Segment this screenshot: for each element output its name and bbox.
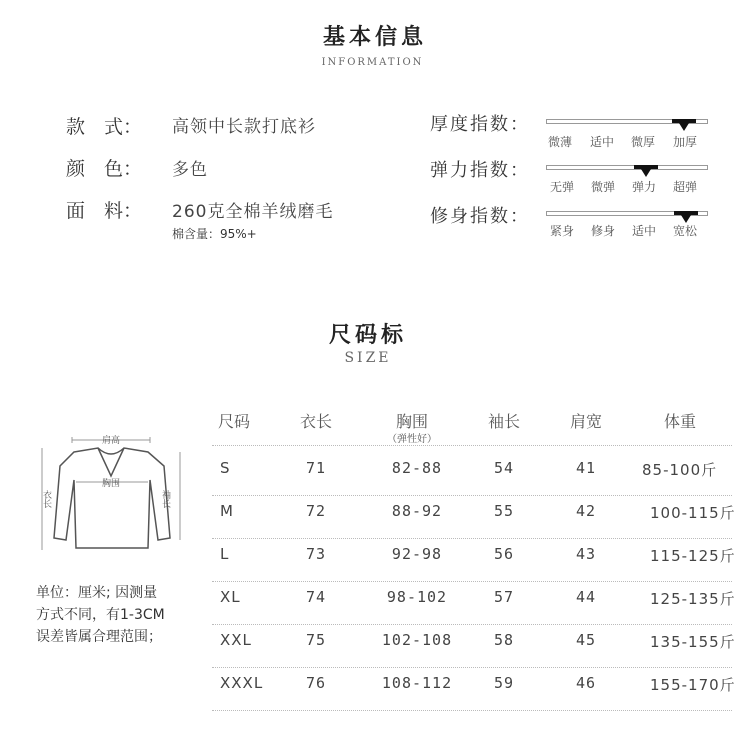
elasticity-tick: 超弹 (673, 180, 698, 194)
thickness-marker (679, 123, 689, 131)
fit-index (430, 202, 730, 248)
header-sleeve: 袖长 (487, 412, 520, 431)
fit-index-label: 修身指数： (430, 206, 530, 227)
table-row (212, 543, 742, 586)
diagram-chest-label: 胸围 (101, 479, 121, 489)
cotton-content: 棉含量：95%+ (172, 227, 257, 241)
elasticity-tick: 无弹 (550, 180, 575, 194)
cell-weight: 100-115斤 (650, 504, 736, 522)
table-row (212, 629, 742, 672)
cell-shoulder: 44 (575, 588, 597, 606)
table-row (212, 672, 742, 715)
cell-weight: 155-170斤 (650, 676, 736, 694)
row-divider (212, 667, 732, 668)
cell-length: 75 (305, 631, 327, 649)
header-chest: 胸围 (395, 412, 428, 431)
cell-weight: 125-135斤 (650, 590, 736, 608)
cell-chest: 98-102 (386, 588, 448, 606)
cell-chest: 88-92 (391, 502, 443, 520)
diagram-sleeve-label: 袖长 (160, 490, 170, 508)
cell-length: 72 (305, 502, 327, 520)
measurement-note (36, 582, 165, 648)
note-line: 单位：厘米; 因测量 (36, 585, 158, 601)
cell-chest: 102-108 (381, 631, 453, 649)
cell-size: M (220, 502, 234, 520)
header-weight: 体重 (663, 412, 696, 431)
size-table (212, 405, 742, 710)
cell-shoulder: 45 (575, 631, 597, 649)
color-value: 多色 (172, 160, 208, 180)
cell-length: 76 (305, 674, 327, 692)
elasticity-tick: 微弹 (591, 180, 616, 194)
cell-length: 73 (305, 545, 327, 563)
row-divider (212, 710, 732, 711)
cell-size: XL (220, 588, 241, 606)
fit-tick: 宽松 (673, 224, 698, 238)
fit-tick: 紧身 (550, 224, 575, 238)
diagram-length-label: 衣长 (41, 490, 51, 508)
cell-shoulder: 42 (575, 502, 597, 520)
elasticity-index (430, 156, 730, 202)
diagram-shoulder-label: 肩高 (101, 436, 121, 446)
style-label: 款 式： (66, 116, 143, 138)
size-subtitle: SIZE (344, 350, 392, 366)
size-title: 尺码标 (328, 323, 407, 348)
header-size: 尺码 (218, 412, 251, 431)
cell-weight: 115-125斤 (650, 547, 736, 565)
fabric-label: 面 料： (66, 200, 143, 222)
thickness-tick: 适中 (590, 135, 615, 149)
cell-size: XXXL (220, 674, 264, 692)
cell-length: 74 (305, 588, 327, 606)
cell-weight: 135-155斤 (650, 633, 736, 651)
table-row (212, 457, 742, 500)
cell-weight: 85-100斤 (642, 461, 718, 479)
cell-shoulder: 46 (575, 674, 597, 692)
elasticity-tick: 弹力 (632, 180, 657, 194)
elasticity-index-label: 弹力指数： (430, 160, 530, 181)
info-title: 基本信息 (322, 25, 427, 50)
row-divider (212, 624, 732, 625)
cell-size: XXL (220, 631, 252, 649)
thickness-tick: 加厚 (673, 135, 698, 149)
elasticity-marker (641, 169, 651, 177)
cell-chest: 108-112 (381, 674, 453, 692)
row-divider (212, 581, 732, 582)
note-line: 方式不同，有1-3CM (36, 607, 165, 623)
cell-shoulder: 41 (575, 459, 597, 477)
cell-sleeve: 59 (493, 674, 515, 692)
header-length: 衣长 (299, 412, 332, 431)
fabric-value: 260克全棉羊绒磨毛 (172, 202, 334, 222)
note-line: 误差皆属合理范围； (36, 629, 162, 645)
row-divider (212, 495, 732, 496)
cell-sleeve: 56 (493, 545, 515, 563)
header-divider (212, 445, 732, 446)
garment-diagram (36, 430, 186, 560)
cell-shoulder: 43 (575, 545, 597, 563)
thickness-index-label: 厚度指数： (430, 114, 530, 135)
cell-length: 71 (305, 459, 327, 477)
color-label: 颜 色： (66, 158, 143, 180)
cell-chest: 92-98 (391, 545, 443, 563)
fit-tick: 修身 (591, 224, 616, 238)
thickness-index (430, 110, 730, 156)
fit-tick: 适中 (632, 224, 657, 238)
row-divider (212, 538, 732, 539)
cell-size: S (220, 459, 231, 477)
info-subtitle: INFORMATION (321, 57, 424, 68)
cell-chest: 82-88 (391, 459, 443, 477)
header-shoulder: 肩宽 (569, 412, 602, 431)
cell-sleeve: 58 (493, 631, 515, 649)
thickness-tick: 微薄 (548, 135, 573, 149)
cell-sleeve: 57 (493, 588, 515, 606)
elasticity-scale-bar (546, 165, 708, 170)
style-value: 高领中长款打底衫 (172, 117, 316, 137)
thickness-tick: 微厚 (631, 135, 656, 149)
table-row (212, 500, 742, 543)
cell-sleeve: 55 (493, 502, 515, 520)
cell-sleeve: 54 (493, 459, 515, 477)
cell-size: L (220, 545, 230, 563)
header-chest-note: （弹性好） (387, 434, 437, 445)
table-row (212, 586, 742, 629)
